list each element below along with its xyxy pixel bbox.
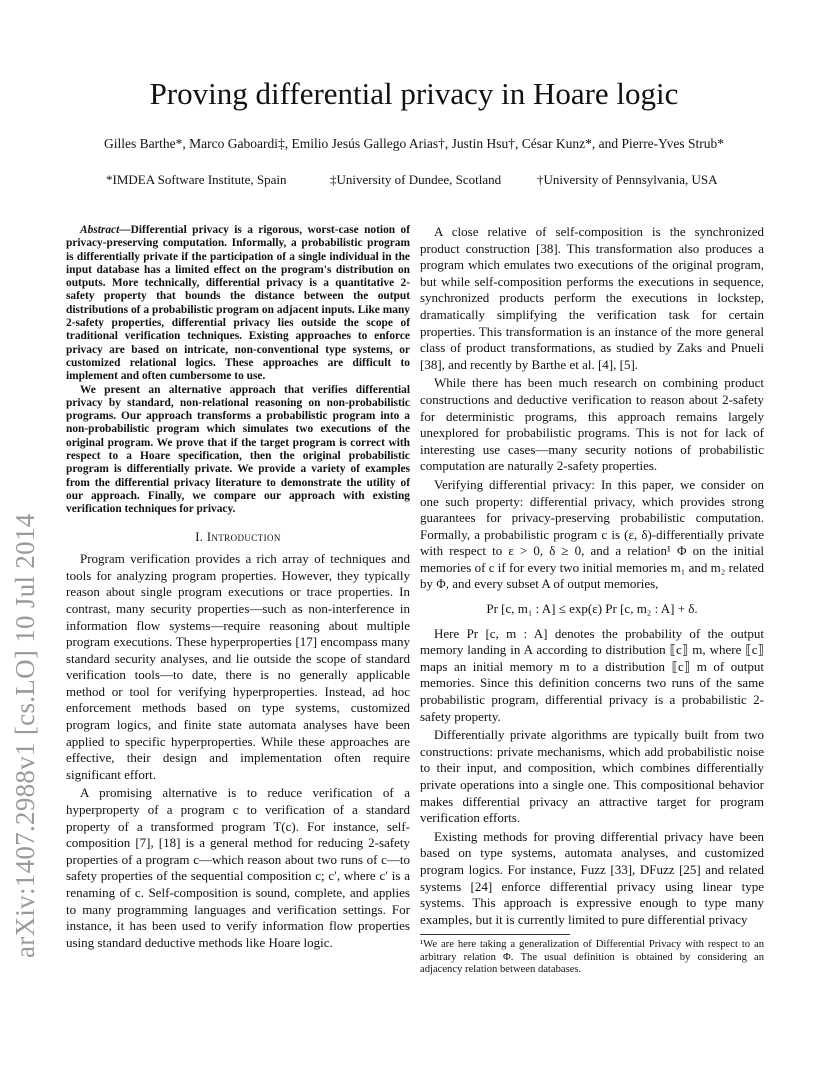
intro-paragraph-1: Program verification provides a rich array of techniques and tools for analyzing program properties. However, they typically reason about single program executions or trace properties. In contrast, many security properties—such as non-interference in information flow systems—require reasoning about multiple program executions. These hyperproperties [17] encompass many standard security analyses, and lie outside the scope of standard verification tools—to date, there is no generally applicable method or tool for verifying hyperproperties. Instead, ad hoc enforcement methods based on type systems, customized program logics, and finite state automata analyses have been applied to specific hyperproperties. While these approaches are effective, their design and implementation often require significant effort. — [66, 551, 410, 782]
right-column — [420, 224, 764, 977]
left-column — [66, 224, 410, 953]
abstract-text-1: —Differential privacy is a rigorous, worst-case notion of privacy-preserving computation. Informally, a probabilistic program is differentially private if the participation of a single individual in the input database has a limited effect on the program's distribution on outputs. More technically, differential privacy is a quantitative 2-safety property that bounds the distance between the output distributions of a probabilistic program on adjacent inputs. Like many 2-safety properties, differential privacy lies outside the scope of traditional verification techniques. Existing approaches to enforce privacy are based on intricate, non-conventional type systems, or customized relational logics. These approaches are difficult to implement and often cumbersome to use. — [66, 224, 410, 383]
right-paragraph-1: A close relative of self-composition is the synchronized product construction [38]. This transformation also produces a program which emulates two executions of the original program, but while self-composition performs the executions in sequence, synchronized products perform the executions in lockstep, dramatically simplifying the verification task for certain properties. This transformation is an instance of the more general class of product transformations, as studied by Zaks and Pnueli [38], and recently by Barthe et al. [4], [5]. — [420, 224, 764, 372]
right-paragraph-4: Here Pr [c, m : A] denotes the probability of the output memory landing in A according to distribution ⟦c⟧ m, where ⟦c⟧ maps an initial memory m to a distribution ⟦c⟧ m of output memories. Since this definition concerns two runs of the same probabilistic program, differential privacy is a probabilistic 2-safety property. — [420, 625, 764, 724]
arxiv-identifier: arXiv:1407.2988v1 [cs.LO] 10 Jul 2014 — [10, 513, 40, 958]
abstract — [66, 224, 410, 517]
affiliation-imdea: *IMDEA Software Institute, Spain — [106, 172, 287, 187]
author-list: Gilles Barthe*, Marco Gaboardi‡, Emilio Jesús Gallego Arias†, Justin Hsu†, César Kunz*, and Pierre-Yves Strub* — [104, 136, 724, 151]
affiliation-dundee: ‡University of Dundee, Scotland — [330, 172, 502, 187]
right-paragraph-6: Existing methods for proving differential privacy have been based on type systems, automata analyses, and customized program logics. For instance, Fuzz [33], DFuzz [25] and related systems [24] enforce differential privacy using linear type systems. This approach is expressive enough to type many examples, but it is currently limited to pure differential privacy — [420, 828, 764, 927]
right-paragraph-2: While there has been much research on combining product constructions and deductive verification to reason about 2-safety for deterministic programs, this approach remains largely unexplored for probabilistic programs. This is not for lack of interesting use cases—many security notions of probabilistic computation are naturally 2-safety properties. — [420, 375, 764, 474]
abstract-paragraph-1 — [66, 224, 410, 384]
footnote-rule — [420, 934, 570, 935]
abstract-lead: Abstract — [80, 224, 120, 236]
affiliation-upenn: †University of Pennsylvania, USA — [537, 172, 718, 187]
abstract-paragraph-2: We present an alternative approach that verifies differential privacy by standard, non-relational reasoning on non-probabilistic programs. Our approach transforms a probabilistic program into a non-probabilistic program which simulates two executions of the original program. We prove that if the target program is correct with respect to a Hoare specification, then the original probabilistic program is differentially private. We provide a variety of examples from the differential privacy literature to demonstrate the utility of our approach. Finally, we compare our approach with existing verification techniques for privacy. — [66, 383, 410, 516]
right-paragraph-5: Differentially private algorithms are typically built from two constructions: private mechanisms, which add probabilistic noise to their input, and composition, which combines differentially private operations into a single one. This compositional behavior makes differential privacy an attractive target for program verification efforts. — [420, 727, 764, 826]
intro-paragraph-2: A promising alternative is to reduce verification of a hyperproperty of a program c to verification of a standard property of a transformed program T(c). For instance, self-composition [7], [18] is a general method for reducing 2-safety properties of a program c—which reason about two runs of c—to safety properties of the sequential composition c; c′, where c′ is a renaming of c. Self-composition is sound, complete, and applies to many programming languages and verification settings. For instance, it has been used to verify information flow properties using standard deductive methods like Hoare logic. — [66, 785, 410, 950]
section-heading-introduction: I. Introduction — [195, 529, 281, 544]
dp-equation: Pr [c, m₁ : A] ≤ exp(ε) Pr [c, m₂ : A] + δ. — [486, 601, 698, 617]
paper-title: Proving differential privacy in Hoare logic — [149, 76, 679, 111]
footnote: ¹We are here taking a generalization of Differential Privacy with respect to an arbitrary relation Φ. The usual definition is obtained by considering an adjacency relation between databases. — [420, 939, 764, 976]
right-paragraph-3: Verifying differential privacy: In this paper, we consider on one such property: differential privacy, which provides strong guarantees for privacy-preserving probabilistic computation. Formally, a probabilistic program c is (ε, δ)-differentially private with respect to ε > 0, δ ≥ 0, and a relation¹ Φ on the initial memories of c if for every two initial memories m₁ and m₂ related by Φ, and every subset A of output memories, — [420, 476, 764, 592]
